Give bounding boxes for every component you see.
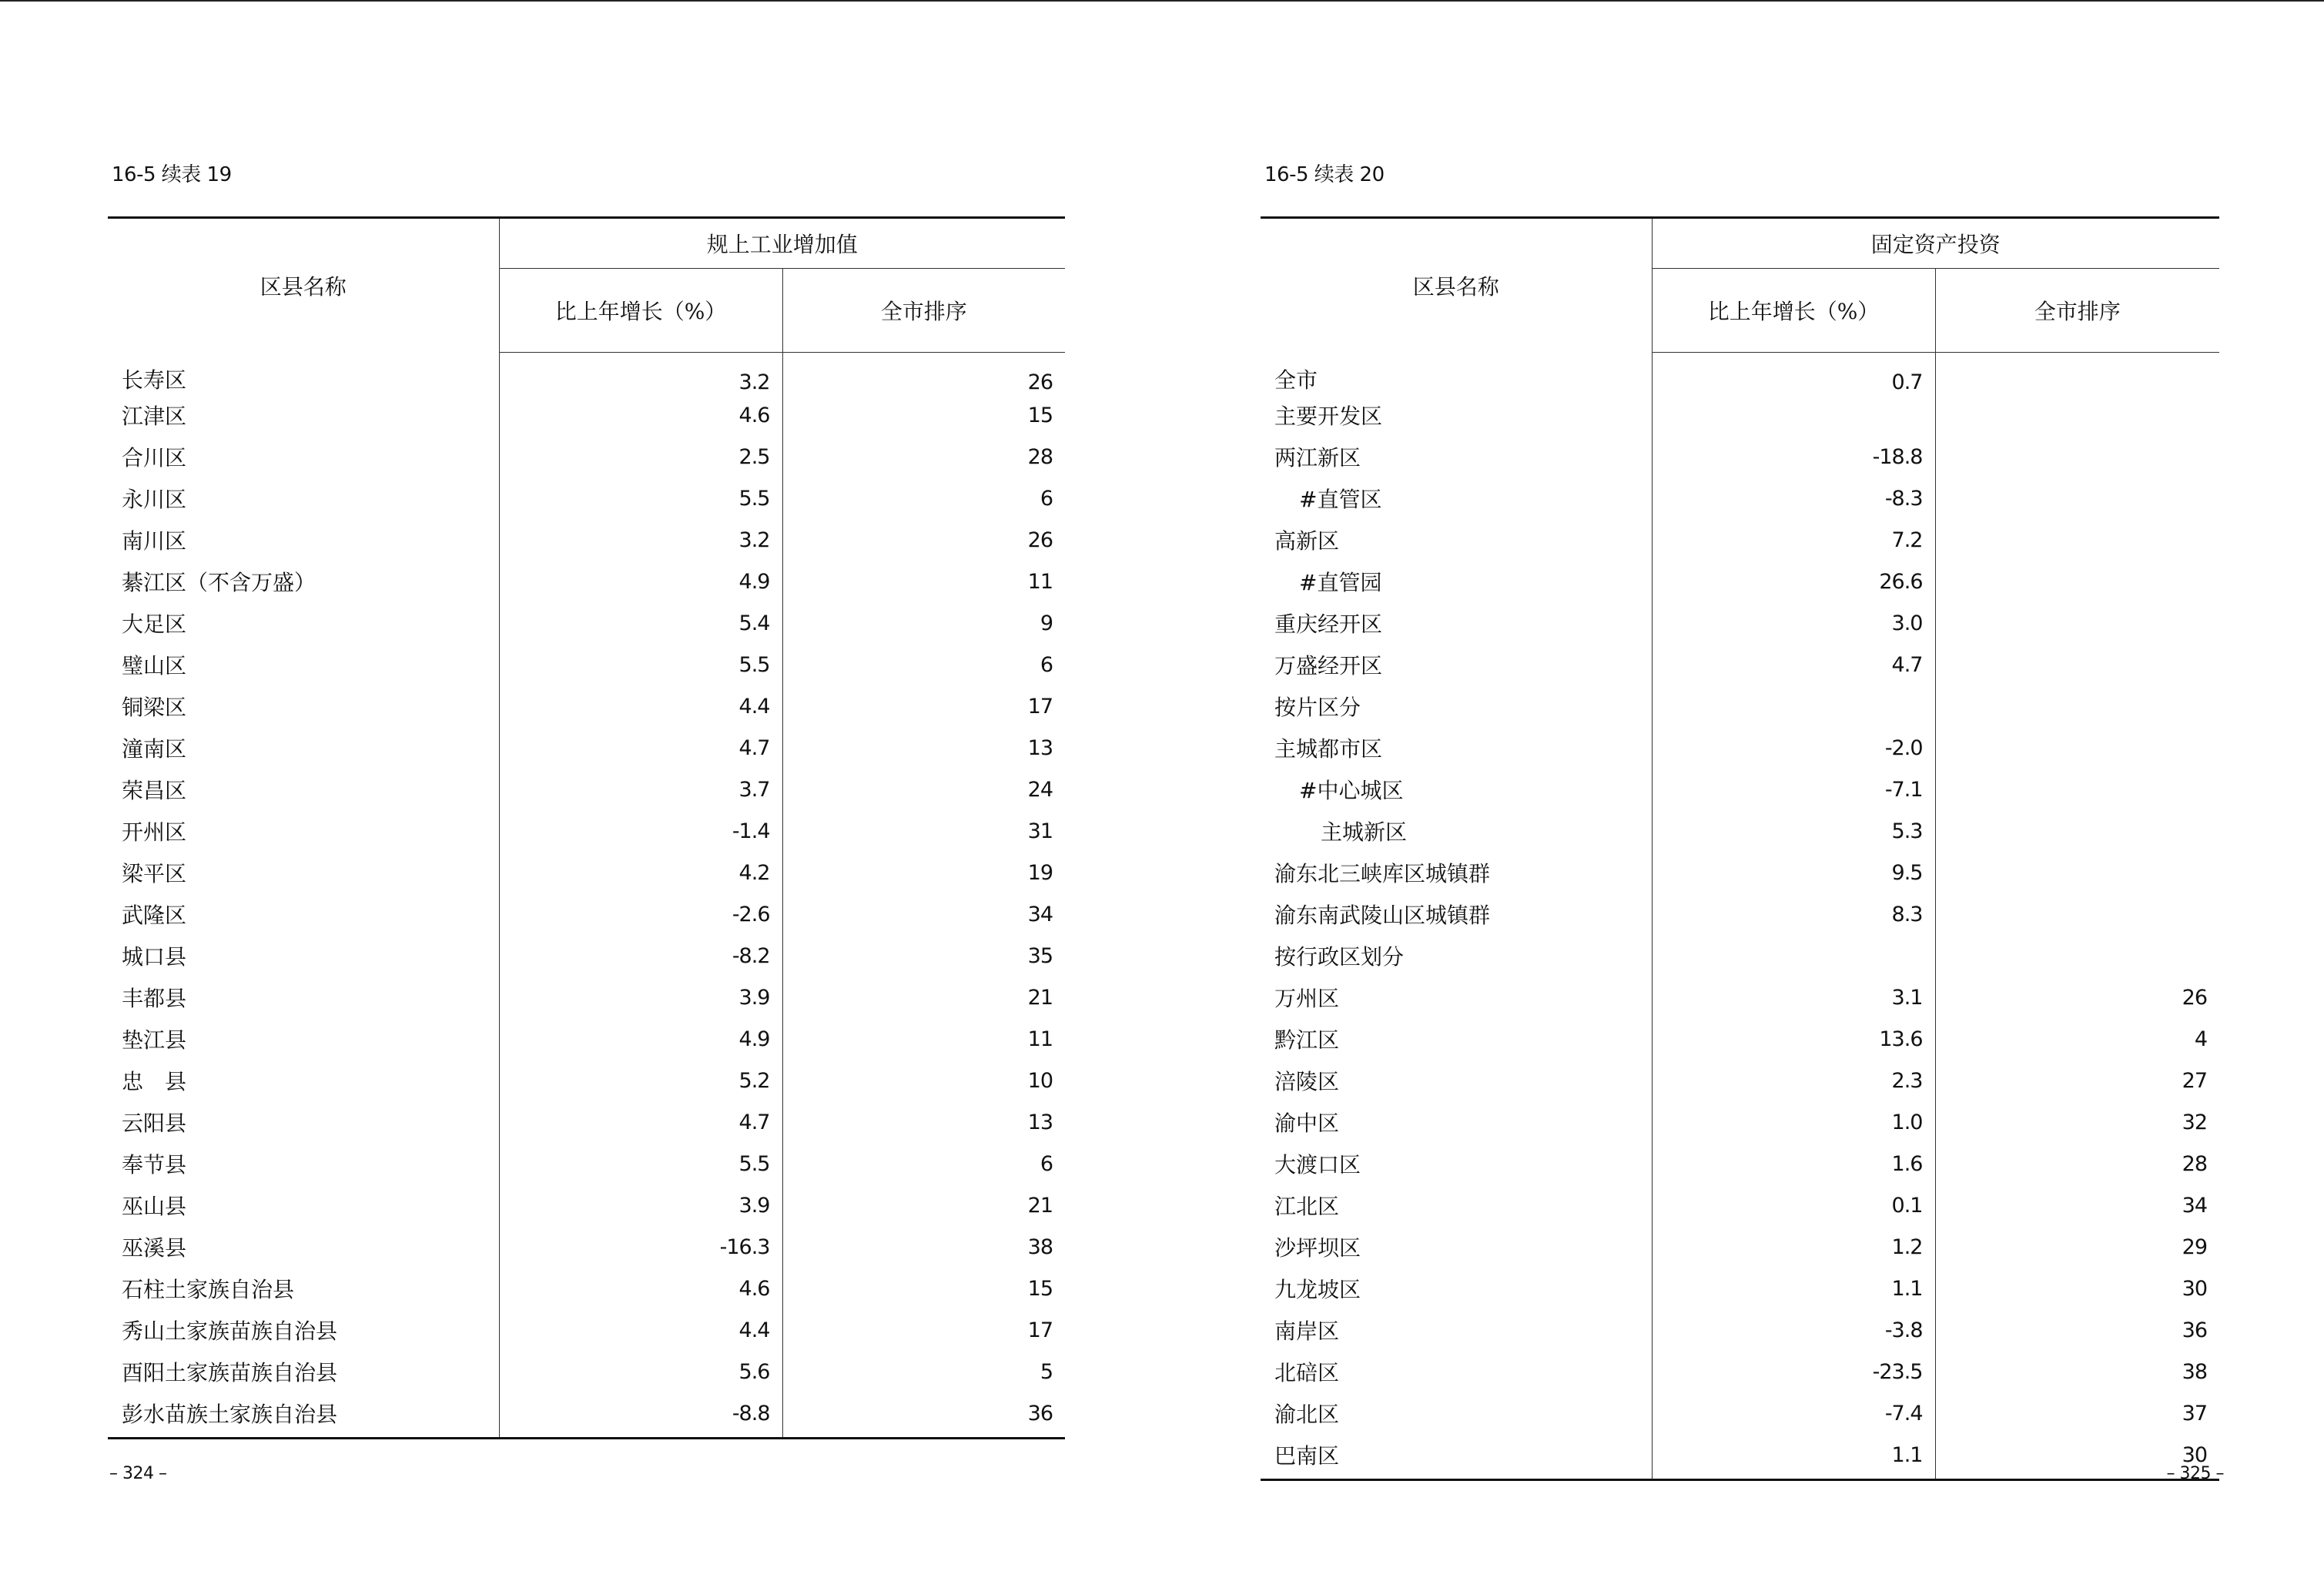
cell-rank bbox=[1935, 602, 2219, 644]
cell-region-name: 合川区 bbox=[122, 445, 187, 471]
cell-rank: 26 bbox=[1935, 977, 2219, 1018]
table-row bbox=[1261, 1392, 2219, 1434]
cell-growth: 3.2 bbox=[499, 353, 782, 395]
cell-region-name: 大渡口区 bbox=[1274, 1152, 1361, 1178]
cell-growth: 8.3 bbox=[1652, 893, 1935, 935]
cell-region-name: 大足区 bbox=[122, 611, 187, 637]
table-row bbox=[108, 1184, 1065, 1226]
cell-growth: 0.1 bbox=[1652, 1184, 1935, 1226]
column-header-rank: 全市排序 bbox=[782, 269, 1065, 353]
cell-rank bbox=[1935, 893, 2219, 935]
cell-rank: 38 bbox=[1935, 1351, 2219, 1392]
cell-rank: 26 bbox=[782, 519, 1065, 561]
table-row bbox=[1261, 1309, 2219, 1351]
cell-region-name: 高新区 bbox=[1274, 528, 1340, 554]
cell-growth: -2.6 bbox=[499, 893, 782, 935]
table-row bbox=[1261, 477, 2219, 519]
table-row bbox=[108, 1309, 1065, 1351]
cell-growth: -16.3 bbox=[499, 1226, 782, 1268]
cell-region-name: 荣昌区 bbox=[122, 778, 187, 803]
cell-region-name: #直管区 bbox=[1299, 487, 1382, 512]
table-row bbox=[108, 810, 1065, 852]
cell-region-name: 北碚区 bbox=[1274, 1360, 1340, 1385]
cell-region-name: 璧山区 bbox=[122, 653, 187, 678]
cell-growth: -2.0 bbox=[1652, 727, 1935, 769]
cell-region-name: 渝东北三峡库区城镇群 bbox=[1274, 861, 1491, 886]
cell-rank bbox=[1935, 394, 2219, 436]
cell-region-name: #直管园 bbox=[1299, 570, 1382, 595]
table-row bbox=[1261, 1184, 2219, 1226]
page-number: – 325 – bbox=[2166, 1464, 2224, 1483]
table-row bbox=[1261, 727, 2219, 769]
cell-region-name: 潼南区 bbox=[122, 736, 187, 762]
table-row bbox=[1261, 1101, 2219, 1143]
table-body bbox=[1261, 353, 2219, 1480]
column-header-growth: 比上年增长（%） bbox=[499, 269, 782, 353]
table-row bbox=[108, 852, 1065, 893]
table-row bbox=[108, 1143, 1065, 1184]
column-header-region-name: 区县名称 bbox=[260, 273, 347, 300]
cell-region-name: #中心城区 bbox=[1299, 778, 1404, 803]
cell-region-name: 重庆经开区 bbox=[1274, 611, 1383, 637]
cell-growth: 4.7 bbox=[1652, 644, 1935, 685]
cell-region-name: 长寿区 bbox=[122, 367, 187, 393]
table-row bbox=[108, 644, 1065, 685]
cell-rank: 21 bbox=[782, 1184, 1065, 1226]
cell-rank: 9 bbox=[782, 602, 1065, 644]
cell-rank: 11 bbox=[782, 1018, 1065, 1060]
cell-growth bbox=[1652, 685, 1935, 727]
table-title: 16-5 续表 19 bbox=[112, 163, 232, 186]
table-row bbox=[1261, 1226, 2219, 1268]
table-row bbox=[1261, 893, 2219, 935]
cell-region-name: 秀山土家族苗族自治县 bbox=[122, 1318, 338, 1344]
cell-region-name: 主要开发区 bbox=[1274, 404, 1383, 429]
cell-rank bbox=[1935, 685, 2219, 727]
cell-growth: 4.7 bbox=[499, 1101, 782, 1143]
cell-growth: 7.2 bbox=[1652, 519, 1935, 561]
table-row bbox=[1261, 519, 2219, 561]
cell-rank: 34 bbox=[782, 893, 1065, 935]
cell-region-name: 渝北区 bbox=[1274, 1402, 1340, 1427]
cell-region-name: 渝中区 bbox=[1274, 1111, 1340, 1136]
table-title: 16-5 续表 20 bbox=[1264, 163, 1385, 186]
cell-region-name: 沙坪坝区 bbox=[1274, 1235, 1361, 1261]
cell-rank bbox=[1935, 769, 2219, 810]
cell-rank: 4 bbox=[1935, 1018, 2219, 1060]
cell-rank: 28 bbox=[1935, 1143, 2219, 1184]
cell-growth: 4.9 bbox=[499, 561, 782, 602]
cell-growth: 2.3 bbox=[1652, 1060, 1935, 1101]
cell-region-name: 梁平区 bbox=[122, 861, 187, 886]
cell-rank: 31 bbox=[782, 810, 1065, 852]
cell-growth: 5.5 bbox=[499, 477, 782, 519]
cell-rank: 13 bbox=[782, 727, 1065, 769]
cell-growth: 4.4 bbox=[499, 685, 782, 727]
column-header-rank: 全市排序 bbox=[1935, 269, 2219, 353]
table-row bbox=[108, 727, 1065, 769]
cell-region-name: 九龙坡区 bbox=[1274, 1277, 1361, 1302]
cell-rank bbox=[1935, 852, 2219, 893]
cell-region-name: 綦江区（不含万盛） bbox=[122, 570, 316, 595]
table-row bbox=[1261, 810, 2219, 852]
table-row bbox=[1261, 1143, 2219, 1184]
cell-rank: 34 bbox=[1935, 1184, 2219, 1226]
cell-region-name: 渝东南武陵山区城镇群 bbox=[1274, 903, 1491, 928]
cell-growth: 4.6 bbox=[499, 1268, 782, 1309]
cell-rank: 30 bbox=[1935, 1434, 2219, 1480]
cell-region-name: 石柱土家族自治县 bbox=[122, 1277, 295, 1302]
table-row bbox=[1261, 1434, 2219, 1480]
cell-growth: 3.7 bbox=[499, 769, 782, 810]
cell-growth: 9.5 bbox=[1652, 852, 1935, 893]
page-number: – 324 – bbox=[109, 1464, 167, 1483]
table-row bbox=[108, 561, 1065, 602]
cell-rank: 30 bbox=[1935, 1268, 2219, 1309]
table-body bbox=[108, 353, 1065, 1439]
cell-rank bbox=[1935, 353, 2219, 395]
cell-region-name: 全市 bbox=[1274, 367, 1318, 393]
cell-rank: 5 bbox=[782, 1351, 1065, 1392]
cell-rank: 38 bbox=[782, 1226, 1065, 1268]
cell-region-name: 巴南区 bbox=[1261, 1434, 1652, 1480]
table-row bbox=[1261, 935, 2219, 977]
cell-growth: 5.6 bbox=[499, 1351, 782, 1392]
cell-region-name: 酉阳土家族苗族自治县 bbox=[122, 1360, 338, 1385]
cell-region-name: 南岸区 bbox=[1274, 1318, 1340, 1344]
cell-region-name: 黔江区 bbox=[1274, 1027, 1340, 1053]
cell-growth: 4.2 bbox=[499, 852, 782, 893]
cell-growth: -8.2 bbox=[499, 935, 782, 977]
table-row bbox=[108, 602, 1065, 644]
cell-rank: 11 bbox=[782, 561, 1065, 602]
cell-rank bbox=[1935, 436, 2219, 477]
cell-growth: 5.2 bbox=[499, 1060, 782, 1101]
cell-rank: 13 bbox=[782, 1101, 1065, 1143]
cell-growth: 1.1 bbox=[1652, 1434, 1935, 1480]
column-group-header: 固定资产投资 bbox=[1652, 218, 2219, 269]
cell-rank: 36 bbox=[1935, 1309, 2219, 1351]
right-page bbox=[1162, 0, 2324, 1588]
table-row bbox=[1261, 436, 2219, 477]
cell-growth bbox=[1652, 394, 1935, 436]
cell-growth: -8.8 bbox=[499, 1392, 782, 1439]
cell-growth: -7.1 bbox=[1652, 769, 1935, 810]
cell-region-name: 丰都县 bbox=[122, 986, 187, 1011]
table-row bbox=[108, 436, 1065, 477]
cell-region-name: 巫山县 bbox=[122, 1194, 187, 1219]
cell-rank: 24 bbox=[782, 769, 1065, 810]
cell-region-name: 主城都市区 bbox=[1274, 736, 1383, 762]
cell-growth: 5.5 bbox=[499, 1143, 782, 1184]
cell-rank: 6 bbox=[782, 477, 1065, 519]
cell-region-name: 万盛经开区 bbox=[1274, 653, 1383, 678]
cell-growth: -1.4 bbox=[499, 810, 782, 852]
cell-growth: 4.6 bbox=[499, 394, 782, 436]
cell-rank: 27 bbox=[1935, 1060, 2219, 1101]
table-row bbox=[1261, 1060, 2219, 1101]
cell-growth: 26.6 bbox=[1652, 561, 1935, 602]
table-row bbox=[108, 1351, 1065, 1392]
cell-growth: -3.8 bbox=[1652, 1309, 1935, 1351]
cell-rank: 19 bbox=[782, 852, 1065, 893]
table-row bbox=[108, 685, 1065, 727]
cell-region-name: 永川区 bbox=[122, 487, 187, 512]
table-row bbox=[1261, 852, 2219, 893]
cell-region-name: 按片区分 bbox=[1274, 695, 1361, 720]
cell-region-name: 按行政区划分 bbox=[1274, 944, 1405, 970]
table-row bbox=[1261, 644, 2219, 685]
cell-growth: 3.1 bbox=[1652, 977, 1935, 1018]
cell-growth: 5.4 bbox=[499, 602, 782, 644]
cell-region-name: 铜梁区 bbox=[122, 695, 187, 720]
cell-rank: 6 bbox=[782, 1143, 1065, 1184]
data-table bbox=[108, 216, 1065, 1439]
cell-rank bbox=[1935, 644, 2219, 685]
cell-growth: -7.4 bbox=[1652, 1392, 1935, 1434]
cell-growth: 13.6 bbox=[1652, 1018, 1935, 1060]
table-row bbox=[108, 353, 1065, 395]
cell-growth bbox=[1652, 935, 1935, 977]
cell-region-name: 主城新区 bbox=[1321, 819, 1408, 845]
table-row bbox=[108, 935, 1065, 977]
table-row bbox=[1261, 769, 2219, 810]
table-row bbox=[108, 1101, 1065, 1143]
cell-rank: 17 bbox=[782, 1309, 1065, 1351]
cell-rank bbox=[1935, 727, 2219, 769]
cell-growth: 3.9 bbox=[499, 1184, 782, 1226]
cell-rank: 32 bbox=[1935, 1101, 2219, 1143]
cell-region-name: 彭水苗族土家族自治县 bbox=[108, 1392, 499, 1439]
cell-rank bbox=[1935, 935, 2219, 977]
cell-growth: 4.7 bbox=[499, 727, 782, 769]
cell-rank bbox=[1935, 477, 2219, 519]
cell-growth: 1.6 bbox=[1652, 1143, 1935, 1184]
cell-rank: 6 bbox=[782, 644, 1065, 685]
cell-rank: 28 bbox=[782, 436, 1065, 477]
table-row bbox=[108, 519, 1065, 561]
cell-growth: 1.2 bbox=[1652, 1226, 1935, 1268]
cell-rank: 15 bbox=[782, 1268, 1065, 1309]
cell-region-name: 云阳县 bbox=[122, 1111, 187, 1136]
table-row bbox=[1261, 561, 2219, 602]
column-header-growth: 比上年增长（%） bbox=[1652, 269, 1935, 353]
cell-growth: -8.3 bbox=[1652, 477, 1935, 519]
cell-rank: 35 bbox=[782, 935, 1065, 977]
cell-rank: 21 bbox=[782, 977, 1065, 1018]
cell-region-name: 奉节县 bbox=[122, 1152, 187, 1178]
cell-region-name: 武隆区 bbox=[122, 903, 187, 928]
cell-growth: 3.9 bbox=[499, 977, 782, 1018]
cell-growth: 3.2 bbox=[499, 519, 782, 561]
cell-region-name: 忠 县 bbox=[122, 1069, 187, 1094]
cell-rank: 36 bbox=[782, 1392, 1065, 1439]
cell-rank: 10 bbox=[782, 1060, 1065, 1101]
table-row bbox=[1261, 602, 2219, 644]
cell-rank bbox=[1935, 519, 2219, 561]
cell-growth: 1.0 bbox=[1652, 1101, 1935, 1143]
cell-rank bbox=[1935, 810, 2219, 852]
table-row bbox=[108, 477, 1065, 519]
table-row bbox=[108, 1060, 1065, 1101]
table-row bbox=[1261, 394, 2219, 436]
cell-rank: 17 bbox=[782, 685, 1065, 727]
cell-region-name: 开州区 bbox=[122, 819, 187, 845]
cell-growth: 4.9 bbox=[499, 1018, 782, 1060]
cell-region-name: 城口县 bbox=[122, 944, 187, 970]
table-row bbox=[108, 893, 1065, 935]
data-table bbox=[1261, 216, 2219, 1481]
cell-growth: -23.5 bbox=[1652, 1351, 1935, 1392]
table-row bbox=[108, 1018, 1065, 1060]
table-row bbox=[1261, 685, 2219, 727]
table-row bbox=[1261, 977, 2219, 1018]
cell-growth: 4.4 bbox=[499, 1309, 782, 1351]
table-row bbox=[108, 977, 1065, 1018]
cell-rank bbox=[1935, 561, 2219, 602]
table-row bbox=[108, 1392, 1065, 1439]
cell-region-name: 两江新区 bbox=[1274, 445, 1361, 471]
column-header-region-name: 区县名称 bbox=[1412, 273, 1499, 300]
table-row bbox=[108, 394, 1065, 436]
cell-rank: 37 bbox=[1935, 1392, 2219, 1434]
cell-growth: 5.3 bbox=[1652, 810, 1935, 852]
table-row bbox=[1261, 1351, 2219, 1392]
cell-region-name: 垫江县 bbox=[122, 1027, 187, 1053]
cell-growth: -18.8 bbox=[1652, 436, 1935, 477]
cell-growth: 3.0 bbox=[1652, 602, 1935, 644]
table-row bbox=[1261, 353, 2219, 395]
cell-region-name: 涪陵区 bbox=[1274, 1069, 1340, 1094]
table-row bbox=[108, 1226, 1065, 1268]
cell-region-name: 南川区 bbox=[122, 528, 187, 554]
cell-rank: 26 bbox=[782, 353, 1065, 395]
cell-region-name: 万州区 bbox=[1274, 986, 1340, 1011]
table-row bbox=[1261, 1268, 2219, 1309]
table-row bbox=[108, 1268, 1065, 1309]
table-row bbox=[108, 769, 1065, 810]
column-group-header: 规上工业增加值 bbox=[499, 218, 1065, 269]
cell-region-name: 江津区 bbox=[122, 404, 187, 429]
cell-growth: 0.7 bbox=[1652, 353, 1935, 395]
cell-region-name: 巫溪县 bbox=[122, 1235, 187, 1261]
cell-rank: 29 bbox=[1935, 1226, 2219, 1268]
cell-growth: 1.1 bbox=[1652, 1268, 1935, 1309]
table-row bbox=[1261, 1018, 2219, 1060]
cell-growth: 5.5 bbox=[499, 644, 782, 685]
cell-growth: 2.5 bbox=[499, 436, 782, 477]
cell-rank: 15 bbox=[782, 394, 1065, 436]
cell-region-name: 江北区 bbox=[1274, 1194, 1340, 1219]
